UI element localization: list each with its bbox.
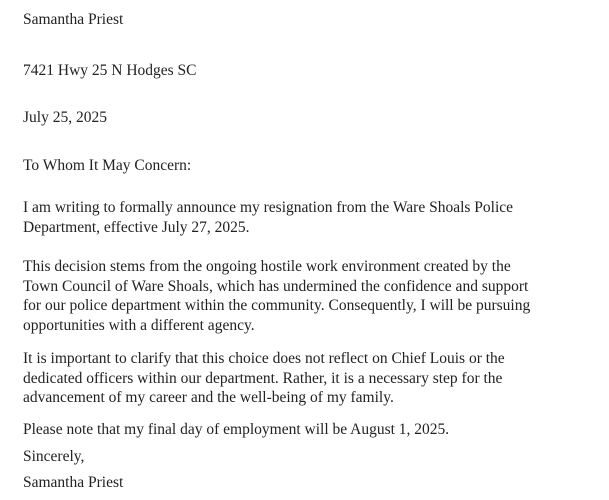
body-paragraph-1 bbox=[23, 198, 603, 237]
sender-name: Samantha Priest bbox=[23, 11, 124, 28]
body-paragraph-2-line-3: for our police department within the community. Consequently, I will be pursuing bbox=[23, 297, 531, 314]
body-paragraph-4-line-1: Please note that my final day of employment will be August 1, 2025. bbox=[23, 421, 450, 438]
sender-address: 7421 Hwy 25 N Hodges SC bbox=[23, 62, 197, 79]
salutation: To Whom It May Concern: bbox=[23, 157, 192, 174]
body-paragraph-2-line-1: This decision stems from the ongoing hostile work environment created by the bbox=[23, 258, 511, 275]
body-paragraph-3-line-3: advancement of my career and the well-being of my family. bbox=[23, 389, 394, 406]
signature-name: Samantha Priest bbox=[23, 474, 124, 491]
closing: Sincerely, bbox=[23, 448, 85, 465]
body-paragraph-3-line-2: dedicated officers within our department. Rather, it is a necessary step for the bbox=[23, 369, 503, 387]
letter-date: July 25, 2025 bbox=[23, 109, 107, 126]
body-paragraph-4 bbox=[23, 420, 603, 440]
body-paragraph-1-line-1: I am writing to formally announce my resignation from the Ware Shoals Police bbox=[23, 199, 514, 216]
body-paragraph-1-line-2: Department, effective July 27, 2025. bbox=[23, 218, 250, 236]
body-paragraph-3-line-1: It is important to clarify that this choice does not reflect on Chief Louis or the bbox=[23, 350, 505, 367]
body-paragraph-2-line-2: Town Council of Ware Shoals, which has undermined the confidence and support bbox=[23, 277, 529, 295]
body-paragraph-2 bbox=[23, 257, 603, 335]
body-paragraph-2-line-4: opportunities with a different agency. bbox=[23, 316, 255, 334]
body-paragraph-3 bbox=[23, 349, 603, 408]
